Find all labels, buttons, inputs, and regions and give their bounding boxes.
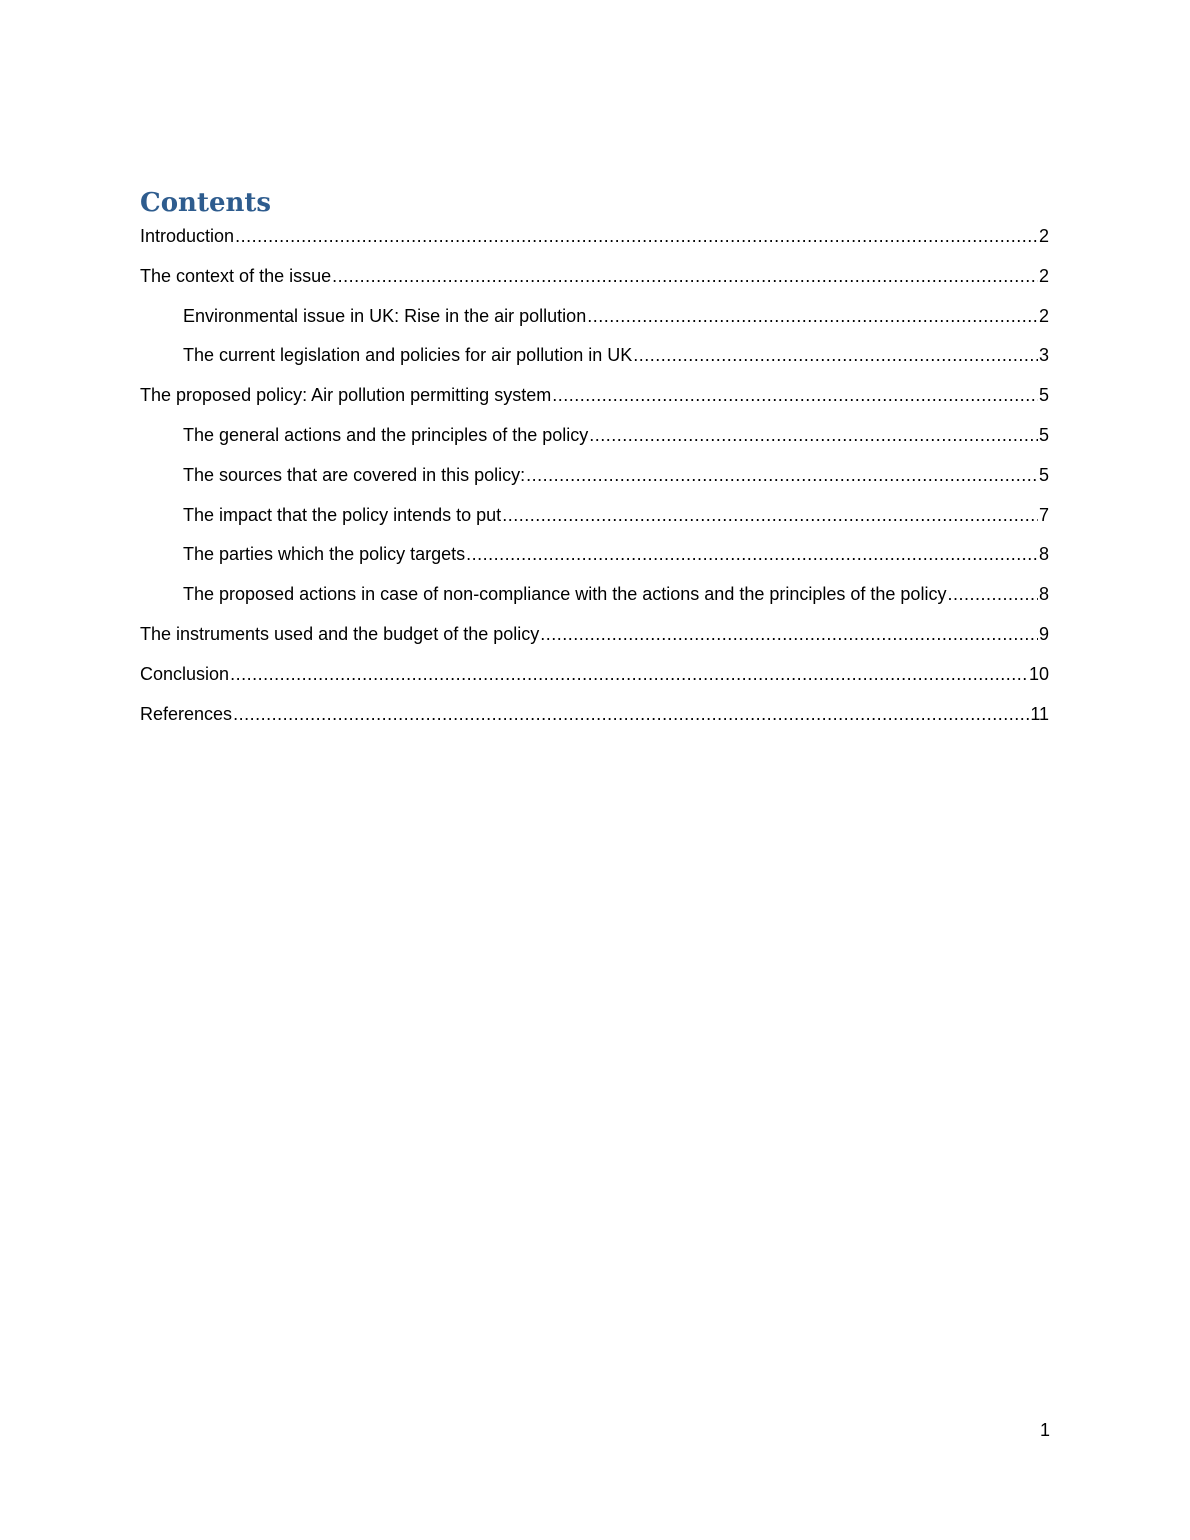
toc-entry-title: The impact that the policy intends to put <box>183 504 502 525</box>
toc-entry-title: The parties which the policy targets <box>183 544 466 565</box>
toc-dot-leader <box>587 297 1038 337</box>
toc-entry-title: The general actions and the principles of the policy <box>183 424 589 445</box>
toc-entry-title: The sources that are covered in this policy: <box>183 464 526 485</box>
toc-entry[interactable] <box>140 336 1049 376</box>
toc-dot-leader <box>332 257 1038 297</box>
toc-entry-page: 8 <box>1038 584 1049 605</box>
toc-dot-leader <box>633 336 1038 376</box>
toc-entry[interactable] <box>140 535 1049 575</box>
toc-dot-leader <box>947 575 1038 615</box>
page-number: 1 <box>1039 1420 1050 1440</box>
toc-dot-leader <box>526 456 1038 496</box>
toc-entry[interactable] <box>140 575 1049 615</box>
toc-entry[interactable] <box>140 376 1049 416</box>
toc-entry-page: 2 <box>1038 265 1049 286</box>
toc-entry-title: The instruments used and the budget of the policy <box>140 623 540 644</box>
toc-entry-title: The proposed actions in case of non-compliance with the actions and the principles of the policy <box>183 584 947 605</box>
toc-entry-title: Conclusion <box>140 663 230 684</box>
toc-entry-title: The context of the issue <box>140 265 332 286</box>
toc-entry-title: The current legislation and policies for air pollution in UK <box>183 345 633 366</box>
toc-dot-leader <box>233 695 1029 735</box>
toc-entry-page: 7 <box>1038 504 1049 525</box>
toc-entry-page: 9 <box>1038 623 1049 644</box>
toc-entry-page: 2 <box>1038 226 1049 246</box>
toc-entry[interactable] <box>140 297 1049 337</box>
toc-entry-page: 8 <box>1038 544 1049 565</box>
table-of-contents <box>140 217 1049 734</box>
toc-dot-leader <box>502 496 1038 536</box>
toc-entry[interactable] <box>140 496 1049 536</box>
toc-dot-leader <box>589 416 1038 456</box>
toc-dot-leader <box>466 535 1038 575</box>
toc-entry-page: 2 <box>1038 305 1049 326</box>
toc-entry[interactable] <box>140 615 1049 655</box>
toc-entry-title: Introduction <box>140 226 235 246</box>
toc-dot-leader <box>540 615 1038 655</box>
toc-entry[interactable] <box>140 217 1049 257</box>
toc-entry-page: 5 <box>1038 464 1049 485</box>
toc-entry[interactable] <box>140 257 1049 297</box>
toc-entry-page: 10 <box>1028 663 1049 684</box>
toc-entry[interactable] <box>140 695 1049 735</box>
toc-entry-page: 3 <box>1038 345 1049 366</box>
toc-dot-leader <box>230 655 1028 695</box>
toc-entry[interactable] <box>140 416 1049 456</box>
toc-dot-leader <box>552 376 1038 416</box>
toc-entry-title: References <box>140 703 233 724</box>
toc-entry-title: Environmental issue in UK: Rise in the air pollution <box>183 305 587 326</box>
toc-entry[interactable] <box>140 456 1049 496</box>
toc-entry[interactable] <box>140 655 1049 695</box>
toc-entry-title: The proposed policy: Air pollution permitting system <box>140 385 552 406</box>
toc-heading: Contents <box>140 188 272 218</box>
toc-entry-page: 5 <box>1038 385 1049 406</box>
toc-dot-leader <box>235 217 1038 257</box>
toc-entry-page: 5 <box>1038 424 1049 445</box>
toc-entry-page: 11 <box>1030 703 1049 724</box>
